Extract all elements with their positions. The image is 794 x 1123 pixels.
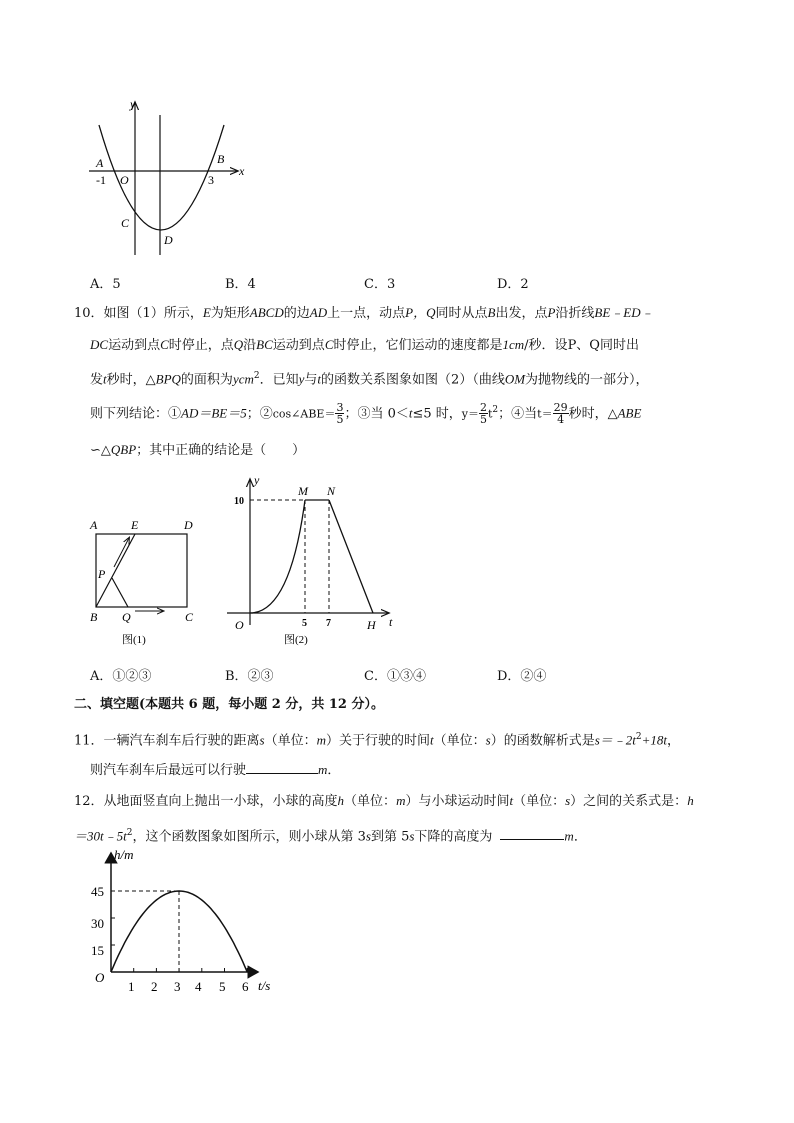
- fig2-label-7: 7: [326, 618, 331, 629]
- point-b-label: B: [217, 152, 225, 166]
- q12-line2: $=30t﹣5t^2$，这个函数图象如图所示，则小球从第 3s到第 5s下降的高度为 m．: [74, 828, 587, 845]
- q12-origin: O: [95, 970, 105, 985]
- segment-pq: [112, 578, 128, 607]
- q10-line1: 10．如图（1）所示，E为矩形ABCD的边AD上一点，动点P，Q同时从点B出发，点P沿折线BE﹣ED﹣: [74, 305, 654, 321]
- point-c-label: C: [121, 216, 130, 230]
- trajectory-curve: [111, 891, 247, 972]
- x-axis-label: x: [239, 164, 245, 178]
- fig2-label-m: M: [298, 484, 308, 498]
- point-a-label: A: [96, 156, 104, 170]
- q12-height-graph: [90, 845, 290, 995]
- fig2-caption: 图(2): [284, 634, 308, 646]
- fig2-label-5: 5: [302, 618, 307, 629]
- q10-option-b[interactable]: B．②③: [225, 669, 274, 684]
- q9-option-b[interactable]: B．4: [225, 277, 256, 292]
- q9-parabola-graph: [85, 95, 255, 260]
- y-axis-label: y: [130, 97, 136, 111]
- q12-xtick-1: 1: [128, 979, 135, 994]
- fig2-label-y: y: [254, 473, 260, 487]
- section-2-title: 二、填空题(本题共 6 题，每小题 2 分，共 12 分）。: [74, 697, 384, 712]
- q10-option-c[interactable]: C．①③④: [364, 669, 426, 684]
- fig2-label-10: 10: [234, 496, 244, 507]
- q10-line3: 发t秒时，△BPQ的面积为ycm$^2$．已知y与t的函数关系图象如图（2）（曲线OM为抛物线的一部分），: [90, 371, 649, 388]
- fig1-label-q: Q: [122, 610, 131, 624]
- fig1-label-b: B: [90, 610, 98, 624]
- tick-3: 3: [208, 173, 214, 187]
- rectangle-abcd: [96, 534, 187, 607]
- fig1-label-d: D: [184, 518, 193, 532]
- point-d-label: D: [164, 233, 173, 247]
- q10-line2: DC运动到点C时停止，点Q沿BC运动到点C时停止，它们运动的速度都是1cm/秒．设P、Q同时出: [90, 337, 639, 353]
- segment-nh: [329, 500, 373, 613]
- q11-answer-blank[interactable]: [246, 761, 318, 774]
- fig2-label-t: t: [389, 615, 393, 629]
- q12-xtick-6: 6: [242, 979, 249, 994]
- q9-option-d[interactable]: D．2: [497, 277, 529, 292]
- q10-figure-1: [85, 512, 205, 652]
- q11-line2: 则汽车刹车后最远可以行驶 m．: [90, 762, 341, 778]
- q9-option-a[interactable]: A．5: [90, 277, 121, 292]
- q10-option-a[interactable]: A．①②③: [90, 669, 152, 684]
- q10-option-d[interactable]: D．②④: [497, 669, 547, 684]
- q12-ytick-30: 30: [91, 916, 104, 931]
- q12-ytick-15: 15: [91, 943, 104, 958]
- fig1-label-p: P: [98, 567, 106, 581]
- tick-neg1: -1: [96, 173, 106, 187]
- q12-ytick-45: 45: [91, 884, 104, 899]
- q12-ylabel: h/m: [114, 847, 134, 862]
- q12-xtick-5: 5: [219, 979, 226, 994]
- arrow-p: [114, 538, 129, 567]
- curve-om: [250, 500, 305, 613]
- fig1-label-a: A: [90, 518, 98, 532]
- fig2-label-h: H: [367, 618, 376, 632]
- q12-answer-blank[interactable]: [500, 827, 564, 840]
- fig1-label-e: E: [131, 518, 139, 532]
- q12-xlabel: t/s: [258, 978, 271, 993]
- q12-xtick-3: 3: [174, 979, 181, 994]
- q11-line1: 11．一辆汽车刹车后行驶的距离s（单位：m）关于行驶的时间t（单位：s）的函数解析式是$s=﹣2t^2+18t$，: [74, 732, 681, 749]
- fig1-label-c: C: [185, 610, 194, 624]
- fig1-caption: 图(1): [122, 634, 146, 646]
- q12-xtick-4: 4: [195, 979, 202, 994]
- origin-label: O: [120, 173, 129, 187]
- q9-option-c[interactable]: C．3: [364, 277, 396, 292]
- q12-xtick-2: 2: [151, 979, 158, 994]
- q12-line1: 12．从地面竖直向上抛出一小球，小球的高度h（单位：m）与小球运动时间t（单位：s）之间的关系式是：h: [74, 793, 694, 809]
- parabola-curve: [99, 125, 224, 230]
- q10-line5: ∽△QBP；其中正确的结论是（ ）: [90, 442, 306, 458]
- q10-line4: 则下列结论：①AD＝BE＝5；②cos∠ABE＝ $\frac{3}{5}$ ；③当 0＜t≤5 时，y＝ $\frac{2}{5}$ $t^2$；④当t＝ $\frac{29}{4}$ 秒时，△ABE: [90, 401, 642, 427]
- fig2-label-n: N: [327, 484, 336, 498]
- q10-figure-2: [225, 470, 410, 652]
- fig2-label-o: O: [235, 618, 244, 632]
